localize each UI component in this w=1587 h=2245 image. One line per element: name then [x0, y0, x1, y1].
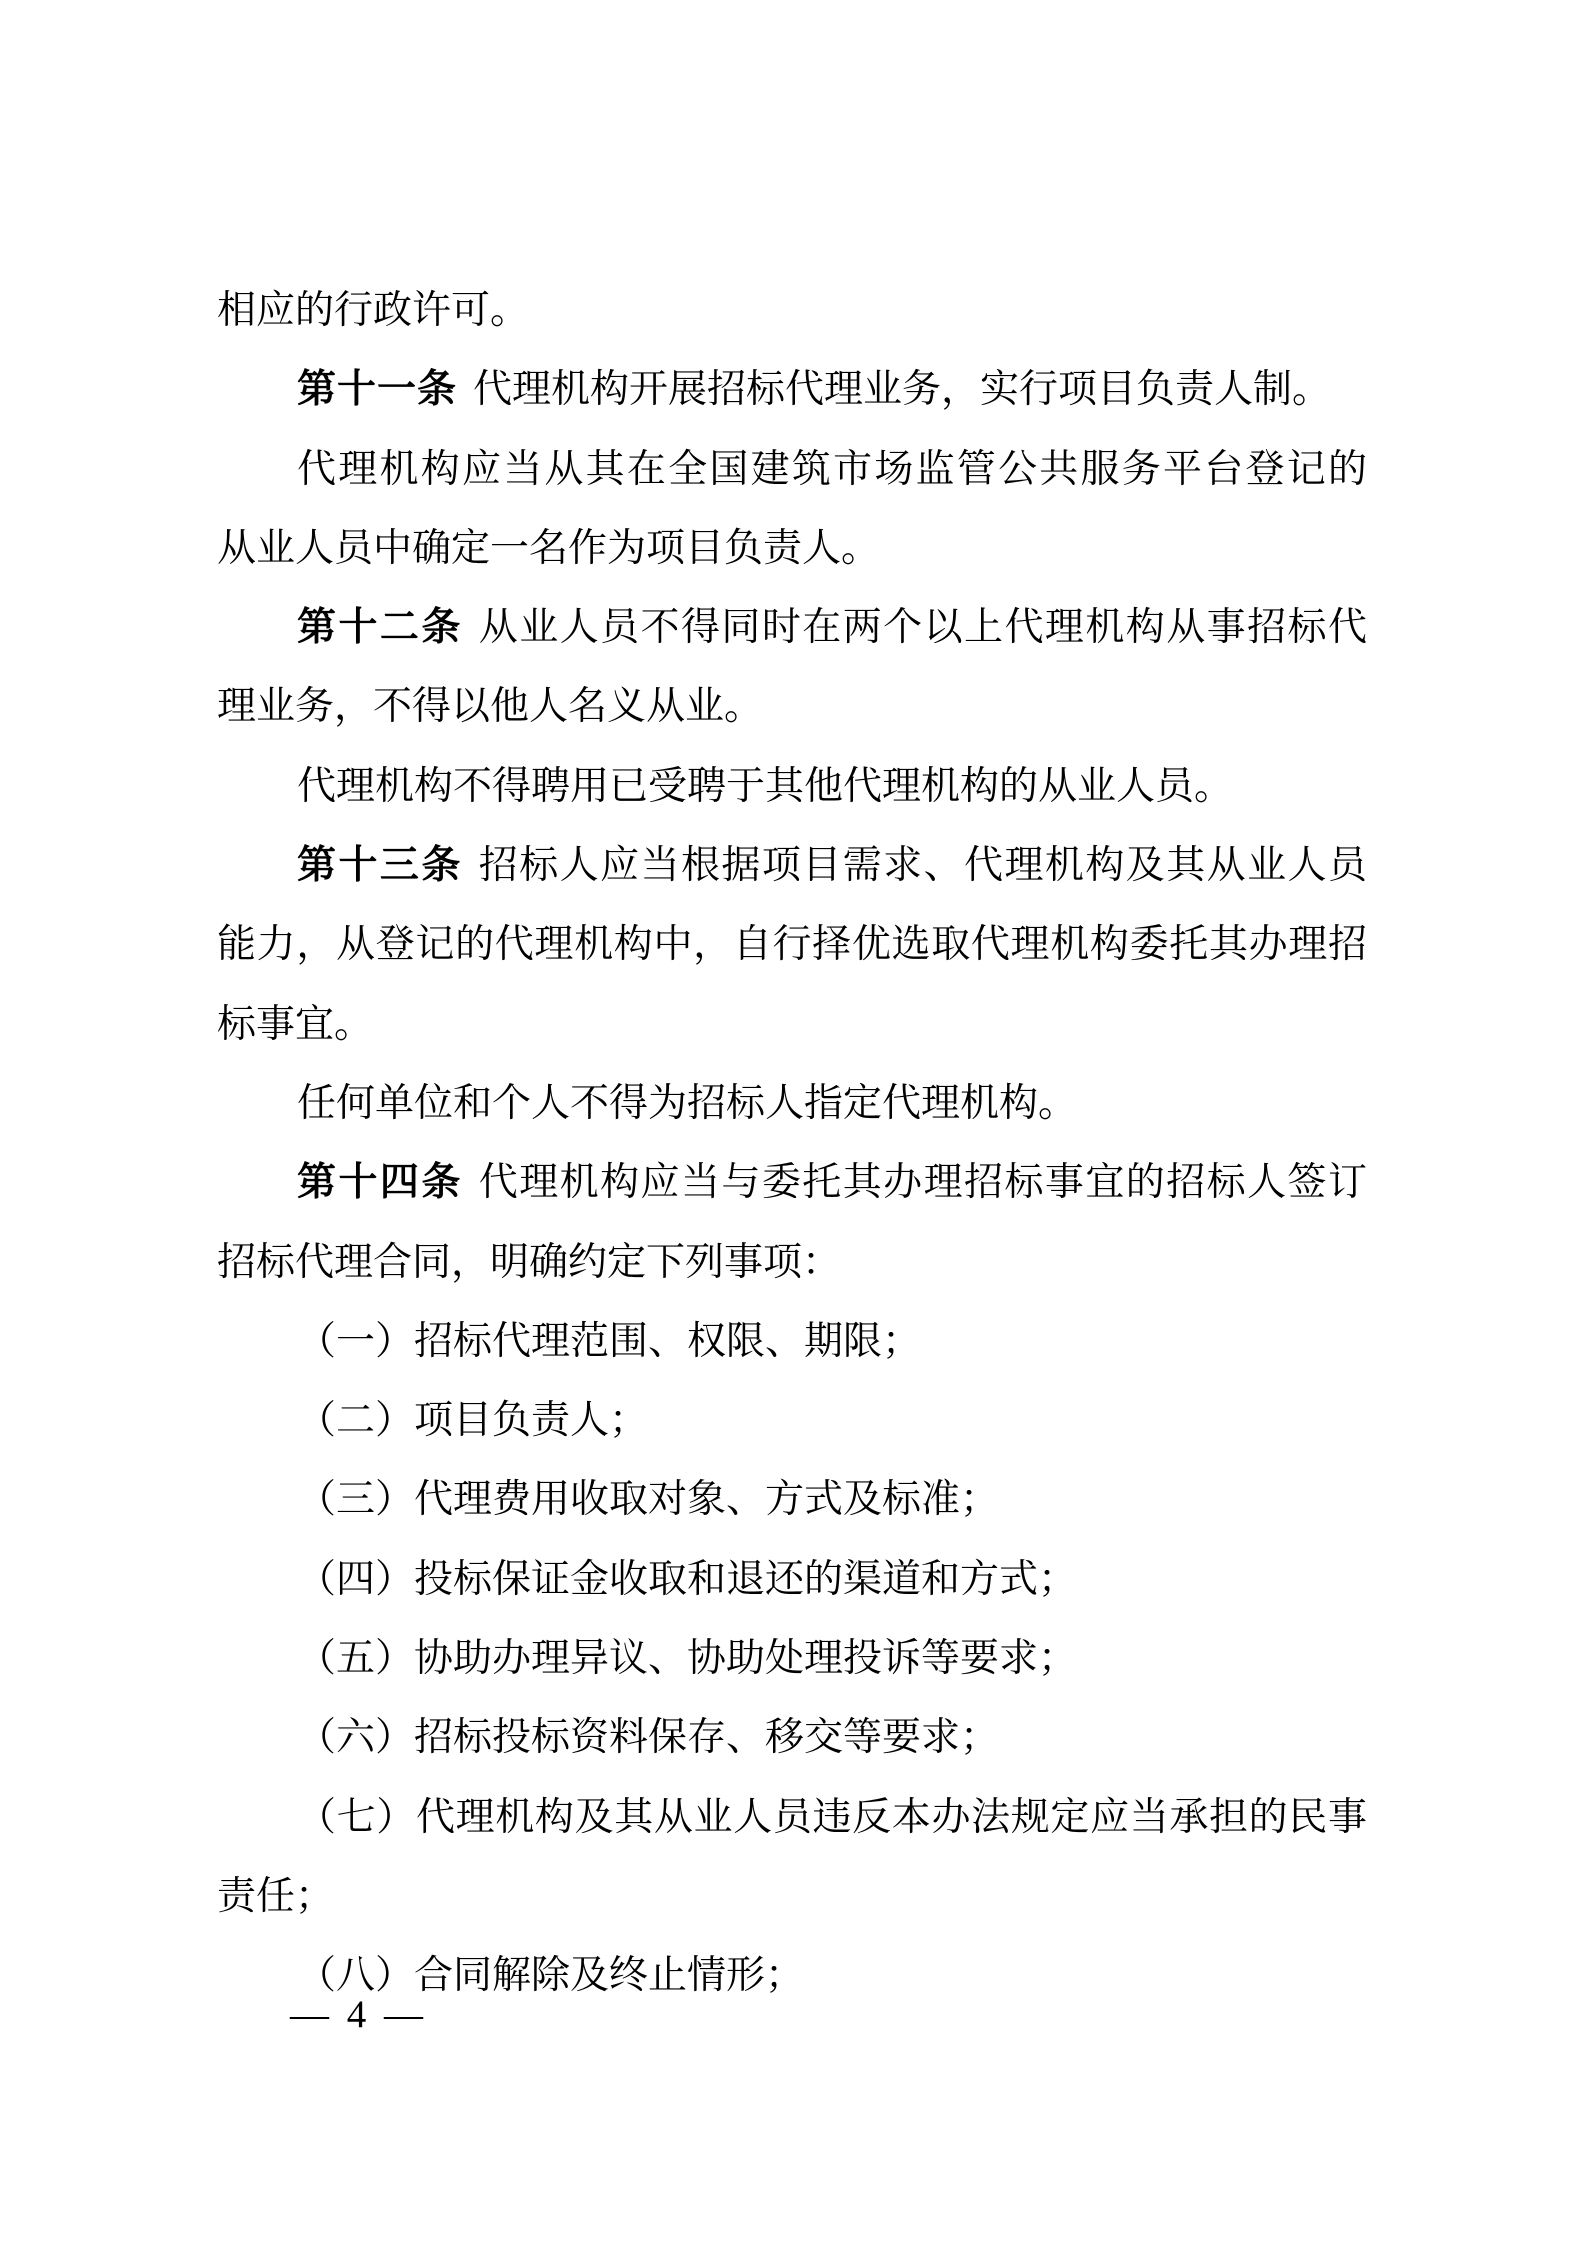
body-text: 招标人应当根据项目需求、代理机构及其从业人员 — [478, 844, 1367, 888]
body-text: 责任； — [217, 1874, 335, 1918]
body-text: （六）招标投标资料保存、移交等要求； — [297, 1716, 1000, 1760]
text-line — [217, 826, 1367, 905]
text-line — [217, 430, 1367, 509]
article-number: 第十一条 — [297, 368, 458, 412]
body-text: （八）合同解除及终止情形； — [297, 1954, 805, 1998]
article-number: 第十三条 — [297, 844, 463, 888]
body-text: 从业人员中确定一名作为项目负责人。 — [217, 526, 881, 570]
text-line — [217, 350, 1367, 429]
body-text: 代理机构不得聘用已受聘于其他代理机构的从业人员。 — [297, 764, 1234, 808]
body-text: 标事宜。 — [217, 1002, 374, 1046]
text-line — [217, 1460, 1367, 1539]
body-text: （五）协助办理异议、协助处理投诉等要求； — [297, 1637, 1078, 1681]
text-line — [217, 747, 1367, 826]
text-line — [217, 1540, 1367, 1619]
text-line — [217, 667, 1367, 746]
text-line — [217, 588, 1367, 667]
text-line — [217, 1302, 1367, 1381]
body-text: 相应的行政许可。 — [217, 289, 530, 332]
body-text: 代理机构开展招标代理业务，实行项目负责人制。 — [473, 368, 1332, 412]
body-text: 招标代理合同，明确约定下列事项： — [217, 1240, 842, 1284]
article-number: 第十四条 — [297, 1161, 463, 1205]
text-line — [217, 1143, 1367, 1222]
body-text: （三）代理费用收取对象、方式及标准； — [297, 1478, 1000, 1522]
body-text: 代理机构应当从其在全国建筑市场监管公共服务平台登记的 — [297, 447, 1367, 491]
text-line — [217, 1857, 1367, 1936]
text-line — [217, 1619, 1367, 1698]
body-text: 任何单位和个人不得为招标人指定代理机构。 — [297, 1081, 1078, 1125]
text-line — [217, 1698, 1367, 1777]
body-text: （一）招标代理范围、权限、期限； — [297, 1319, 922, 1363]
text-line — [217, 1778, 1367, 1857]
article-number: 第十二条 — [297, 606, 463, 650]
text-line — [217, 1381, 1367, 1460]
body-text: 能力，从登记的代理机构中，自行择优选取代理机构委托其办理招 — [217, 923, 1367, 967]
body-text: （七）代理机构及其从业人员违反本办法规定应当承担的民事 — [297, 1795, 1367, 1839]
text-line — [217, 1223, 1367, 1302]
text-line — [217, 905, 1367, 984]
body-text: （二）项目负责人； — [297, 1399, 649, 1443]
page-number: — 4 — — [290, 1993, 423, 2036]
body-text: 理业务，不得以他人名义从业。 — [217, 685, 764, 729]
text-line — [217, 509, 1367, 588]
body-text: 代理机构应当与委托其办理招标事宜的招标人签订 — [478, 1161, 1367, 1205]
text-line — [217, 1064, 1367, 1143]
document-body — [217, 271, 1367, 2016]
text-line — [217, 985, 1367, 1064]
body-text: 从业人员不得同时在两个以上代理机构从事招标代 — [478, 606, 1367, 650]
body-text: （四）投标保证金收取和退还的渠道和方式； — [297, 1557, 1078, 1601]
text-line — [217, 271, 1367, 350]
